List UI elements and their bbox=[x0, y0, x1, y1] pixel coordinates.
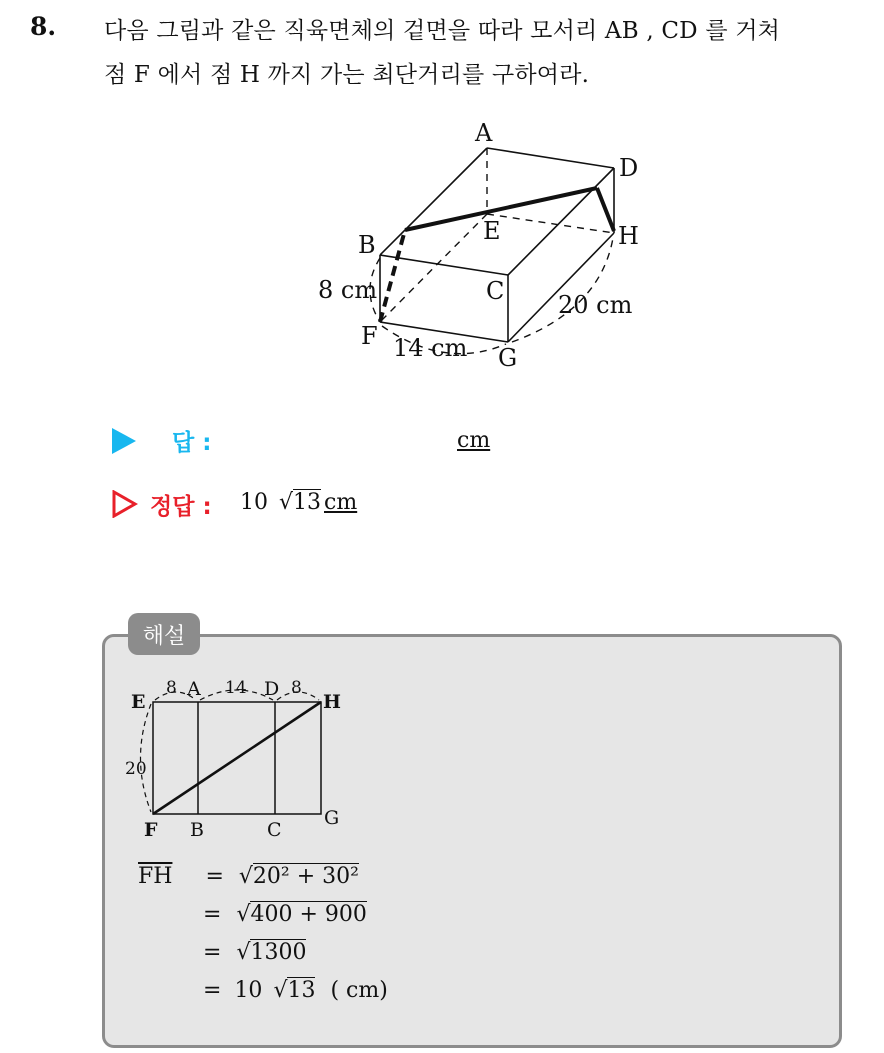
net-label-e: E bbox=[131, 691, 146, 713]
net-label-d: D bbox=[264, 678, 280, 700]
dim-depth-label: 20 cm bbox=[558, 291, 633, 319]
vertex-label-a: A bbox=[475, 119, 493, 147]
question-text-line2: 점 F 에서 점 H 까지 가는 최단거리를 구하여라. bbox=[104, 62, 590, 88]
eq3-radicand: 1300 bbox=[250, 940, 307, 965]
vertex-label-e: E bbox=[483, 217, 501, 245]
eq4-value: 10 bbox=[234, 978, 263, 1003]
net-label-b: B bbox=[190, 819, 204, 841]
dim-width-label: 14 cm bbox=[393, 334, 468, 362]
segment-fh: $\overline{FH}$ bbox=[138, 864, 173, 889]
net-label-g: G bbox=[324, 807, 340, 829]
equation-line-1: $\overline{FH} = √20^2 + 30^2$ bbox=[138, 864, 359, 889]
net-label-c: C bbox=[267, 819, 282, 841]
net-dim-20: 20 bbox=[125, 759, 147, 779]
answer-unit: cm bbox=[457, 428, 491, 453]
eq4-radicand: 13 bbox=[287, 978, 316, 1003]
net-dim-8-left: 8 bbox=[166, 678, 177, 698]
play-triangle-icon bbox=[112, 428, 136, 454]
equation-line-4: = 10 √13 ( cm) bbox=[203, 978, 388, 1003]
answer-row bbox=[112, 422, 512, 462]
net-label-a: A bbox=[187, 678, 201, 700]
vertex-label-f: F bbox=[361, 322, 378, 350]
cuboid-figure bbox=[300, 110, 660, 380]
vertex-label-c: C bbox=[486, 277, 505, 305]
eq2-radicand: 400 + 900 bbox=[250, 902, 367, 927]
answer-label: 답 : bbox=[172, 430, 212, 456]
correct-answer-row bbox=[112, 484, 512, 524]
outline-triangle-icon bbox=[112, 490, 138, 518]
vertex-label-b: B bbox=[358, 231, 376, 259]
eq1-radicand: 20² + 30² bbox=[252, 864, 359, 889]
question-number: 8. bbox=[30, 12, 57, 41]
net-label-f: F bbox=[144, 819, 158, 841]
equation-line-3: = √1300 bbox=[203, 940, 307, 965]
correct-answer-label: 정답 : bbox=[150, 494, 212, 520]
net-dim-8-right: 8 bbox=[291, 678, 302, 698]
correct-answer-radicand: 13 bbox=[293, 490, 322, 515]
vertex-label-g: G bbox=[498, 344, 518, 372]
net-figure bbox=[120, 672, 360, 842]
vertex-label-d: D bbox=[619, 154, 639, 182]
equation-line-2: = √400 + 900 bbox=[203, 902, 367, 927]
sqrt-symbol: √ bbox=[279, 490, 294, 515]
question-text-line1: 다음 그림과 같은 직육면체의 겉면을 따라 모서리 AB , CD 를 거쳐 bbox=[104, 18, 781, 44]
correct-answer-unit: cm bbox=[324, 490, 358, 515]
correct-answer-value: 10 √13 bbox=[240, 490, 322, 515]
eq4-unit: ( cm) bbox=[330, 978, 388, 1003]
net-label-h: H bbox=[323, 691, 341, 713]
dim-height-label: 8 cm bbox=[318, 276, 378, 304]
solution-tag: 해설 bbox=[128, 613, 200, 655]
vertex-label-h: H bbox=[618, 222, 639, 250]
net-dim-14: 14 bbox=[225, 678, 247, 698]
